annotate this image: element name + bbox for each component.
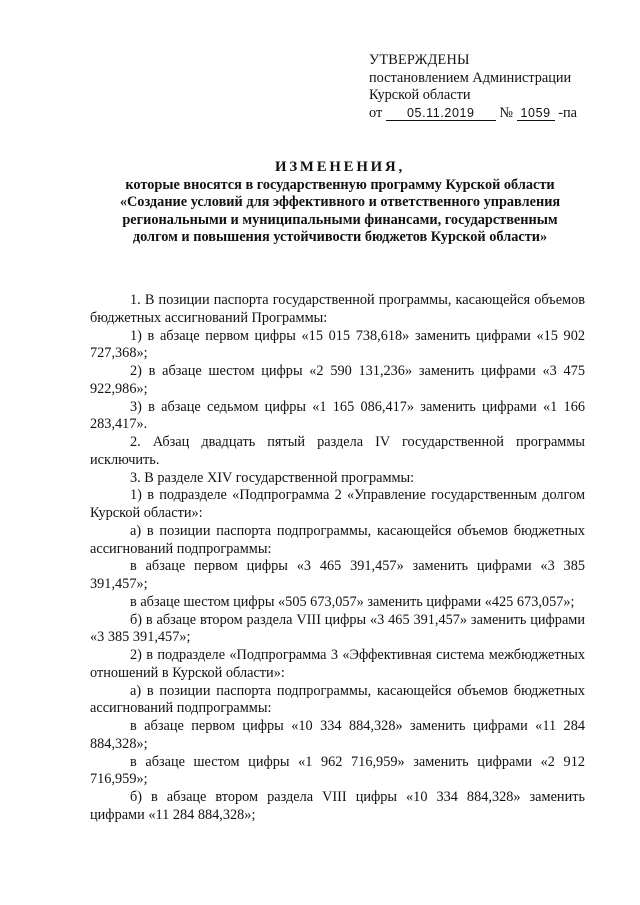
approval-title: УТВЕРЖДЕНЫ [369, 52, 470, 68]
document-body [90, 292, 585, 825]
paragraph: в абзаце шестом цифры «1 962 716,959» заменить цифрами «2 912 716,959»; [90, 753, 585, 788]
paragraph: а) в позиции паспорта подпрограммы, касающейся объемов бюджетных ассигнований подпрограммы: [90, 522, 585, 557]
paragraph: 2) в абзаце шестом цифры «2 590 131,236» заменить цифрами «3 475 922,986»; [90, 363, 585, 397]
paragraph: в абзаце первом цифры «3 465 391,457» заменить цифрами «3 385 391,457»; [90, 558, 585, 592]
paragraph: в абзаце шестом цифры «505 673,057» заменить цифрами «425 673,057»; [130, 593, 575, 610]
heading-line-1: которые вносятся в государственную программу Курской области [125, 176, 555, 193]
paragraph: 3. В разделе XIV государственной программы: [130, 469, 415, 486]
paragraph: 1. В позиции паспорта государственной программы, касающейся объемов бюджетных ассигнований Программы: [90, 292, 585, 326]
paragraph: 1) в подразделе «Подпрограмма 2 «Управление государственным долгом Курской области»: [90, 487, 585, 521]
paragraph: 3) в абзаце седьмом цифры «1 165 086,417» заменить цифрами «1 166 283,417». [90, 398, 585, 433]
heading-line-3: региональными и муниципальными финансами, государственным [122, 211, 558, 228]
document-heading [60, 159, 620, 247]
paragraph: б) в абзаце втором раздела VIII цифры «10 334 884,328» заменить цифрами «11 284 884,328»; [90, 789, 585, 823]
approval-date-line [369, 105, 577, 123]
paragraph: б) в абзаце втором раздела VIII цифры «3 465 391,457» заменить цифрами «3 385 391,457»; [90, 611, 585, 646]
heading-title: ИЗМЕНЕНИЯ, [275, 159, 405, 175]
number-prefix: № [499, 104, 514, 121]
paragraph: 1) в абзаце первом цифры «15 015 738,618» заменить цифрами «15 902 727,368»; [90, 327, 585, 362]
approval-stamp [369, 52, 577, 122]
paragraph: а) в позиции паспорта подпрограммы, касающейся объемов бюджетных ассигнований подпрограммы: [90, 682, 585, 717]
approval-line-1: постановлением Администрации [369, 69, 572, 86]
number-suffix: -па [558, 104, 577, 121]
paragraph: в абзаце первом цифры «10 334 884,328» заменить цифрами «11 284 884,328»; [90, 718, 585, 752]
approval-date: 05.11.2019 [386, 107, 496, 121]
approval-number: 1059 [517, 107, 555, 121]
date-prefix: от [369, 104, 383, 121]
paragraph: 2) в подразделе «Подпрограмма 3 «Эффективная система межбюджетных отношений в Курской области»: [90, 647, 585, 681]
approval-line-2: Курской области [369, 87, 471, 103]
heading-line-2: «Создание условий для эффективного и ответственного управления [119, 194, 561, 211]
heading-line-4: долгом и повышения устойчивости бюджетов Курской области» [132, 229, 548, 246]
paragraph: 2. Абзац двадцать пятый раздела IV государственной программы исключить. [90, 434, 585, 468]
